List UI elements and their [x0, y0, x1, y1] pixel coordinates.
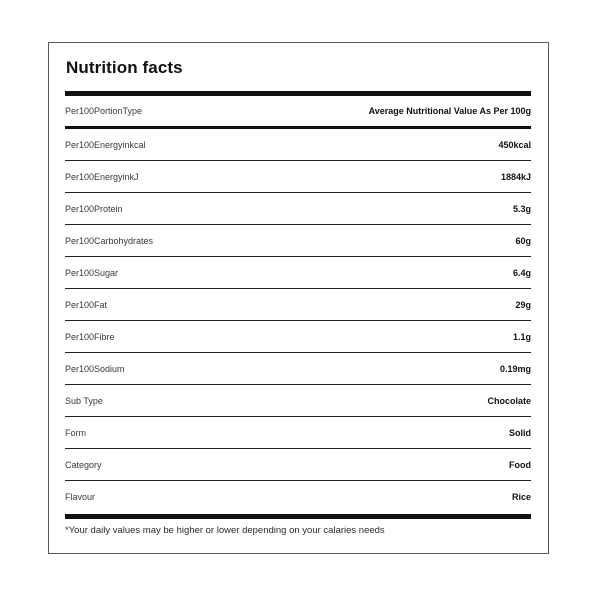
table-row-category [65, 449, 531, 481]
nutrition-facts-panel [48, 42, 549, 554]
row-value: Average Nutritional Value As Per 100g [368, 106, 531, 116]
table-row-energy-kcal [65, 129, 531, 161]
row-label: Per100Carbohydrates [65, 235, 154, 246]
row-label: Per100Fat [65, 299, 108, 310]
row-label: Per100Protein [65, 203, 123, 214]
row-label: Per100EnergyinkJ [65, 171, 139, 182]
table-row-sodium [65, 353, 531, 385]
table-row-flavour [65, 481, 531, 513]
footnote: *Your daily values may be higher or lower depending on your calaries needs [65, 525, 385, 536]
row-value: Solid [509, 427, 531, 438]
row-value: 1.1g [512, 331, 531, 342]
nutrition-table [65, 96, 531, 513]
row-label: Per100Sugar [65, 267, 119, 278]
row-value: Food [509, 459, 531, 470]
row-label: Form [65, 427, 86, 438]
table-row-energy-kj [65, 161, 531, 193]
table-row-sub-type [65, 385, 531, 417]
row-value: 6.4g [512, 267, 531, 278]
row-label: Per100Fibre [65, 331, 115, 342]
row-value: 0.19mg [499, 363, 531, 374]
row-value: 5.3g [512, 203, 531, 214]
row-label: Sub Type [65, 395, 103, 406]
bottom-divider [65, 514, 531, 519]
row-value: Rice [511, 492, 531, 502]
row-value: 1884kJ [500, 171, 531, 182]
panel-title: Nutrition facts [66, 58, 183, 77]
row-label: Per100Sodium [65, 363, 125, 374]
table-row-protein [65, 193, 531, 225]
table-row-portion-type [65, 96, 531, 129]
row-label: Category [65, 459, 102, 470]
row-value: 450kcal [498, 139, 531, 150]
row-value: 60g [515, 235, 531, 246]
table-row-fat [65, 289, 531, 321]
table-row-carbohydrates [65, 225, 531, 257]
row-value: Chocolate [487, 395, 531, 406]
row-value: 29g [515, 299, 531, 310]
table-row-fibre [65, 321, 531, 353]
row-label: Per100PortionType [65, 106, 143, 116]
row-label: Per100Energyinkcal [65, 139, 146, 150]
row-label: Flavour [65, 492, 96, 502]
table-row-form [65, 417, 531, 449]
table-row-sugar [65, 257, 531, 289]
